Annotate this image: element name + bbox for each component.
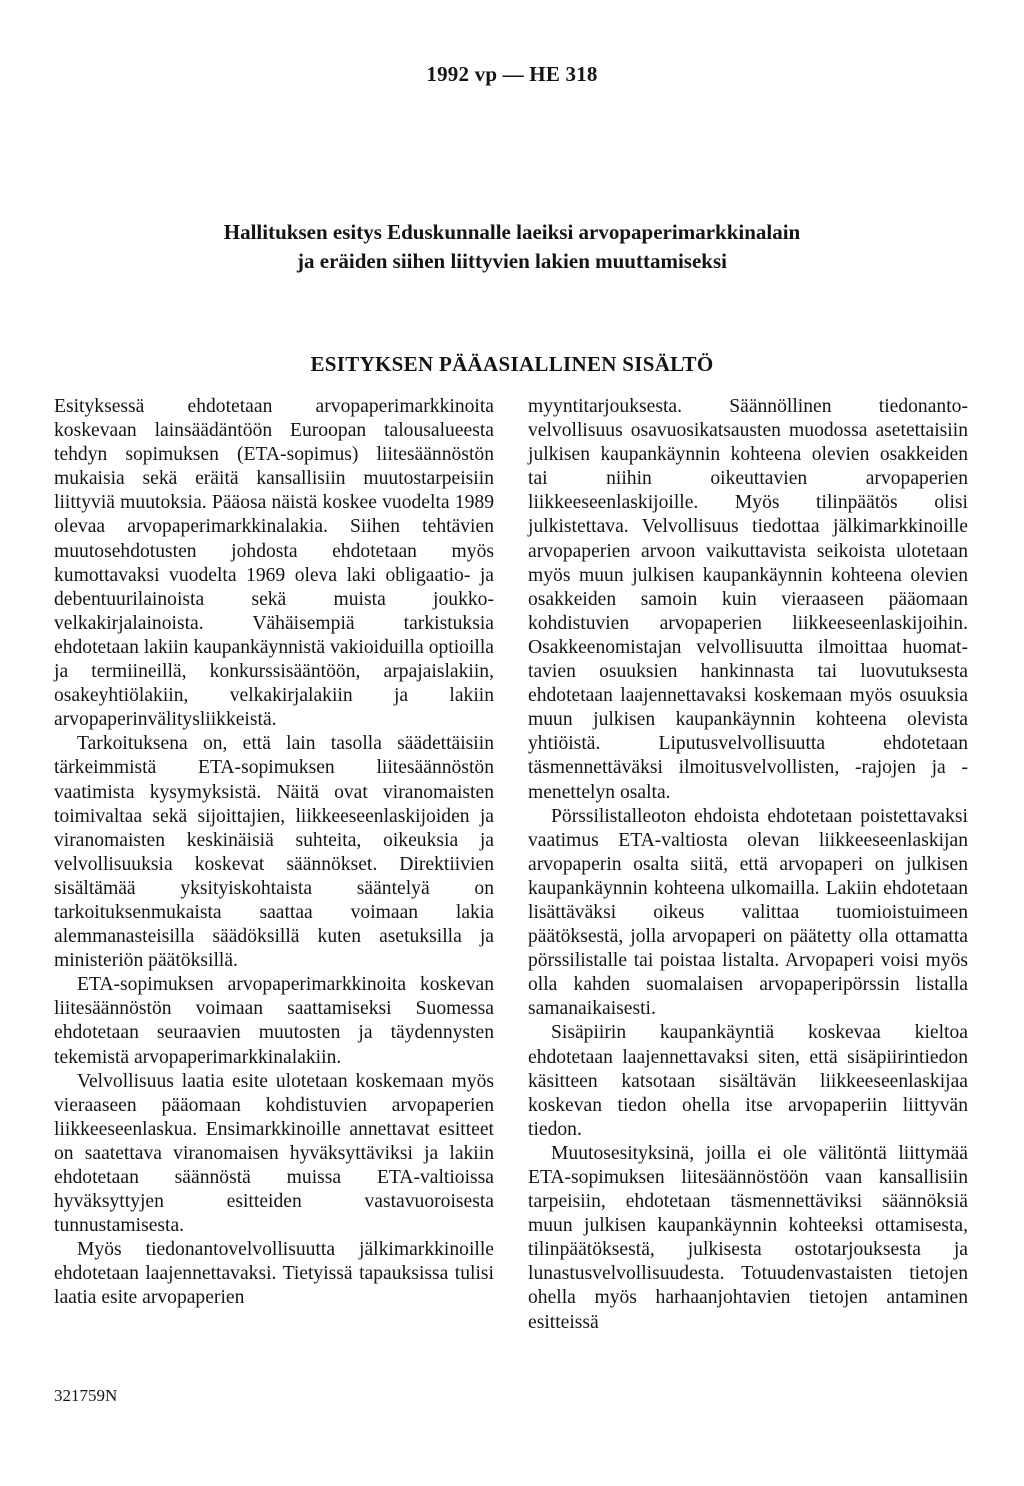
document-title-line-2: ja eräiden siihen liittyvien lakien muuttamiseksi xyxy=(297,249,727,273)
document-code: 321759N xyxy=(54,1386,118,1405)
left-paragraph-5: Myös tiedonantovelvollisuutta jälkimarkkinoille ehdotetaan laajennettavaksi. Tietyissä tapauksissa tulisi laatia esite arvopaperien xyxy=(54,1239,494,1309)
section-heading: ESITYKSEN PÄÄASIALLINEN SISÄLTÖ xyxy=(310,352,714,376)
right-paragraph-2: Pörssilistalleoton ehdoista ehdotetaan poistettavaksi vaatimus ETA-valtiosta olevan liikkeeseenlaskijan arvopaperin osalta siitä, että arvopaperi on julkisen kaupankäynnin kohteena ulkomailla. Lakiin ehdotetaan lisättäväksi oikeus valittaa tuomioistuimeen päätöksestä, jolla arvopaperi on päätetty olla ottamatta pörssilistalle tai poistaa listalta. Arvopaperi voisi myös olla kahden suomalaisen arvopaperipörssin listalla samanaikaisesti. xyxy=(528,805,968,1020)
left-paragraph-2: Tarkoituksena on, että lain tasolla säädettäisiin tärkeimmistä ETA-sopimuksen liitesäännöstön vaatimista kysymyksistä. Näitä ovat viranomaisten toimivaltaa sekä sijoittajien, liikkeeseenlaskijoiden ja viranomaisten keskinäisiä suhteita, oikeuksia ja velvollisuuksia koskevat säännökset. Direktiivien sisältämää yksityiskohtaista sääntelyä on tarkoituksenmukaista saattaa voimaan lakia alemmanasteisilla säädöksillä kuten asetuksilla ja ministeriön päätöksillä. xyxy=(54,733,494,972)
document-title-line-1: Hallituksen esitys Eduskunnalle laeiksi arvopaperimarkkinalain xyxy=(223,220,801,244)
right-paragraph-3: Sisäpiirin kaupankäyntiä koskevaa kieltoa ehdotetaan laajennettavaksi siten, että sisäpiirintiedon käsitteen katsotaan sisältävän liikkeeseenlaskijaa koskevan tiedon ohella itse arvopaperiin liittyvän tiedon. xyxy=(528,1022,968,1140)
left-paragraph-1: Esityksessä ehdotetaan arvopaperimarkkinoita koskevaan lainsäädäntöön Euroopan talousalueesta tehdyn sopimuksen (ETA-sopimus) liitesäännöstön mukaisia sekä eräitä kansallisiin muutostarpeisiin liittyviä muutoksia. Pääosa näistä koskee vuodelta 1989 olevaa arvopaperimarkkinalakia. Siihen tehtävien muutosehdotusten johdosta ehdotetaan myös kumottavaksi vuodelta 1969 oleva laki obligaatio- ja debentuurilainoista sekä muista joukkovelkakirjalainoista. Vähäisempiä tarkistuksia ehdotetaan lakiin kaupankäynnistä vakioiduilla optioilla ja termiineillä, konkurssisääntöön, arpajaislakiin, osakeyhtiölakiin, velkakirjalakiin ja lakiin arvopaperinvälitysliikkeistä. xyxy=(54,396,494,731)
left-paragraph-4: Velvollisuus laatia esite ulotetaan koskemaan myös vieraaseen pääomaan kohdistuvien arvopaperien liikkeeseenlaskua. Ensimarkkinoille annettavat esitteet on saatettava viranomaisen hyväksyttäviksi ja lakiin ehdotetaan säännöstä muissa ETA-valtioissa hyväksyttyjen esitteiden vastavuoroisesta tunnustamisesta. xyxy=(54,1070,494,1237)
right-column xyxy=(528,395,968,1335)
left-paragraph-3: ETA-sopimuksen arvopaperimarkkinoita koskevan liitesäännöstön voimaan saattamiseksi Suomessa ehdotetaan seuraavien muutosten ja täydennysten tekemistä arvopaperimarkkinalakiin. xyxy=(54,974,494,1068)
right-paragraph-1: myyntitarjouksesta. Säännöllinen tiedonantovelvollisuus osavuosikatsausten muodossa asetettaisiin julkisen kaupankäynnin kohteena olevien osakkeiden tai niihin oikeuttavien arvopaperien liikkeeseenlaskijoille. Myös tilinpäätös olisi julkistettava. Velvollisuus tiedottaa jälkimarkkinoille arvopaperien arvoon vaikuttavista seikoista ulotetaan myös muun julkisen kaupankäynnin kohteena olevien osakkeiden samoin kuin vieraaseen pääomaan kohdistuvien arvopaperien liikkeeseenlaskijoihin. Osakkeenomistajan velvollisuutta ilmoittaa huomattavien osuuksien hankinnasta tai luovutuksesta ehdotetaan laajennettavaksi koskemaan myös osuuksia muun julkisen kaupankäynnin kohteena olevista yhtiöistä. Liputusvelvollisuutta ehdotetaan täsmennettäväksi ilmoitusvelvollisten, -rajojen ja -menettelyn osalta. xyxy=(528,396,968,803)
right-paragraph-4: Muutosesityksinä, joilla ei ole välitöntä liittymää ETA-sopimuksen liitesäännöstöön vaan kansallisiin tarpeisiin, ehdotetaan täsmennettäviksi säännöksiä muun julkisen kaupankäynnin kohteeksi ottamisesta, tilinpäätöksestä, julkisesta ostotarjouksesta ja lunastusvelvollisuudesta. Totuudenvastaisten tietojen ohella myös harhaanjohtavien tietojen antaminen esitteissä xyxy=(528,1142,968,1333)
page-header: 1992 vp — HE 318 xyxy=(426,62,598,86)
left-column xyxy=(54,395,494,1311)
document-title xyxy=(0,218,1024,276)
